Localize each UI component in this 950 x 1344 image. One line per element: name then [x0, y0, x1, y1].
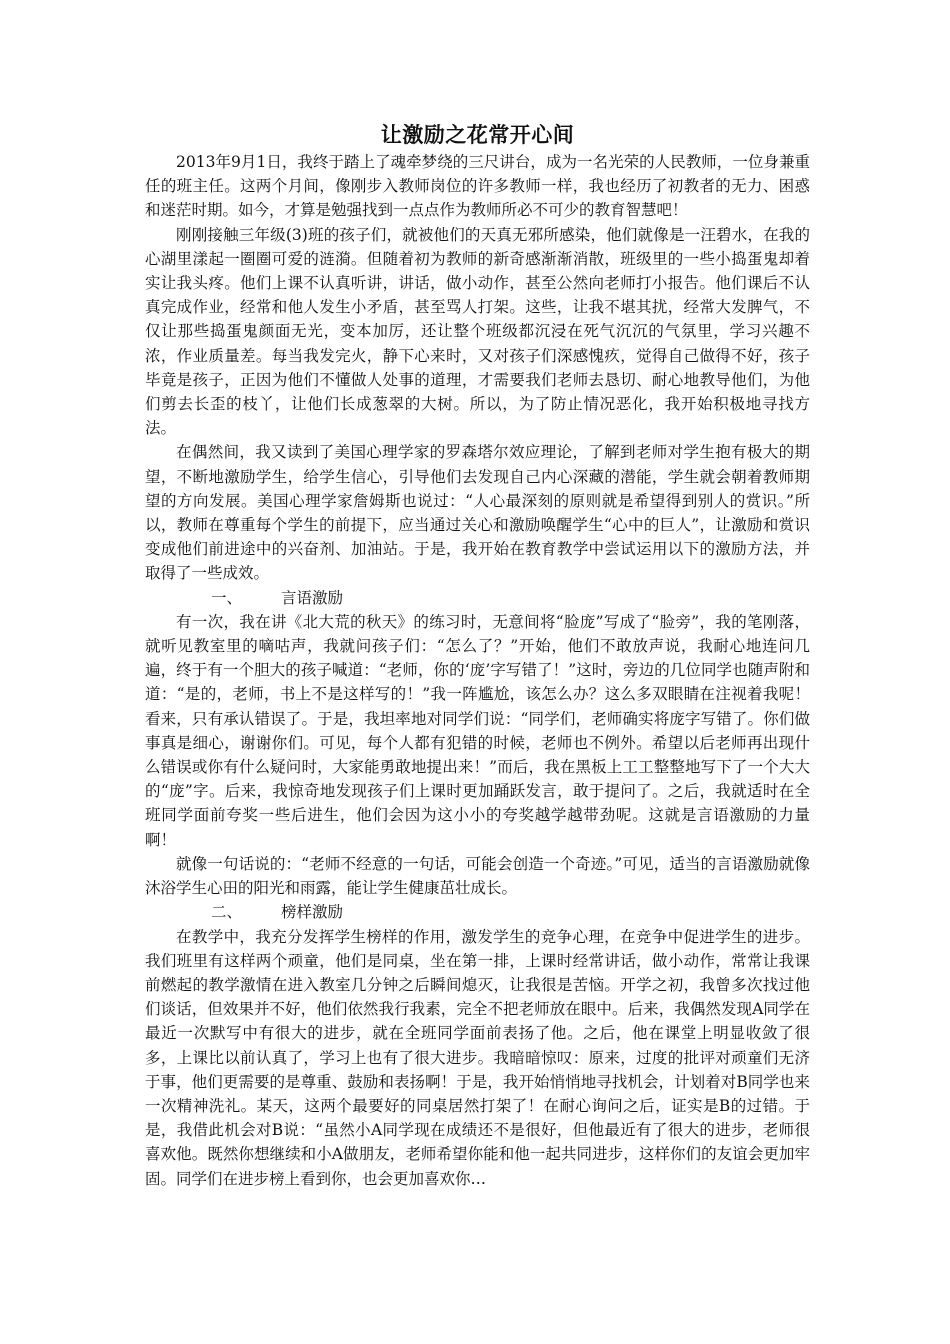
paragraph-verbal-summary: 就像一句话说的：“老师不经意的一句话，可能会创造一个奇迹。”可见，适当的言语激励就像沐浴学生心田的阳光和雨露，能让学生健康茁壮成长。	[145, 854, 810, 898]
document-title: 让激励之花常开心间	[380, 123, 575, 147]
section-number: 二、	[211, 903, 243, 922]
section-heading-2	[145, 900, 810, 924]
section-heading-1	[145, 586, 810, 610]
paragraph-intro: 2013年9月1日，我终于踏上了魂牵梦绕的三尺讲台，成为一名光荣的人民教师，一位身兼重任的班主任。这两个月间，像刚步入教师岗位的许多教师一样，我也经历了初教者的无力、困惑和迷茫时期。如今，才算是勉强找到一点点作为教师所必不可少的教育智慧吧！	[145, 153, 810, 220]
section-title: 言语激励	[281, 588, 344, 607]
paragraph-class: 刚刚接触三年级(3)班的孩子们，就被他们的天真无邪所感染，他们就像是一汪碧水，在我的心湖里漾起一圈圈可爱的涟漪。但随着初为教师的新奇感渐渐消散，班级里的一些小捣蛋鬼却着实让我头疼。他们上课不认真听讲，讲话，做小动作，甚至公然向老师打小报告。他们课后不认真完成作业，经常和他人发生小矛盾，甚至骂人打架。这些，让我不堪其扰，经常大发脾气，不仅让那些捣蛋鬼颜面无光，变本加厉，还让整个班级都沉浸在死气沉沉的气氛里，学习兴趣不浓，作业质量差。每当我发完火，静下心来时，又对孩子们深感愧疚，觉得自己做得不好，孩子毕竟是孩子，正因为他们不懂做人处事的道理，才需要我们老师去恳切、耐心地教导他们，为他们剪去长歪的枝丫，让他们长成葱翠的大树。所以，为了防止情况恶化，我开始积极地寻找方法。	[145, 225, 810, 438]
paragraph-theory: 在偶然间，我又读到了美国心理学家的罗森塔尔效应理论，了解到老师对学生抱有极大的期望，不断地激励学生，给学生信心，引导他们去发现自己内心深藏的潜能，学生就会朝着教师期望的方向发展。美国心理学家詹姆斯也说过：“人心最深刻的原则就是希望得到别人的赏识。”所以，教师在尊重每个学生的前提下，应当通过关心和激励唤醒学生“心中的巨人”，让激励和赏识变成他们前进途中的兴奋剂、加油站。于是，我开始在教育教学中尝试运用以下的激励方法，并取得了一些成效。	[145, 443, 810, 583]
document-page	[145, 120, 810, 1191]
paragraph-role-model: 在教学中，我充分发挥学生榜样的作用，激发学生的竞争心理，在竞争中促进学生的进步。我们班里有这样两个顽童，他们是同桌，坐在第一排，上课时经常讲话，做小动作，常常让我课前燃起的教学激情在进入教室几分钟之后瞬间熄灭，让我很是苦恼。开学之初，我曾多次找过他们谈话，但效果并不好，他们依然我行我素，完全不把老师放在眼中。后来，我偶然发现A同学在最近一次默写中有很大的进步，就在全班同学面前表扬了他。之后，他在课堂上明显收敛了很多，上课比以前认真了，学习上也有了很大进步。我暗暗惊叹：原来，过度的批评对顽童们无济于事，他们更需要的是尊重、鼓励和表扬啊！于是，我开始悄悄地寻找机会，计划着对B同学也来一次精神洗礼。某天，这两个最要好的同桌居然打架了！在耐心询问之后，证实是B的过错。于是，我借此机会对B说：“虽然小A同学现在成绩还不是很好，但他最近有了很大的进步，老师很喜欢他。既然你想继续和小A做朋友，老师希望你能和他一起共同进步，这样你们的友谊会更加牢固。同学们在进步榜上看到你，也会更加喜欢你…	[145, 927, 810, 1188]
section-title: 榜样激励	[281, 903, 344, 922]
paragraph-verbal-story: 有一次，我在讲《北大荒的秋天》的练习时，无意间将“脸庞”写成了“脸旁”，我的笔刚落，就听见教室里的嘀咕声，我就问孩子们：“怎么了？”开始，他们不敢放声说，我耐心地连问几遍，终于有一个胆大的孩子喊道：“老师，你的‘庞’字写错了！”这时，旁边的几位同学也随声附和道：“是的，老师，书上不是这样写的！”我一阵尴尬，该怎么办？这么多双眼睛在注视着我呢！看来，只有承认错误了。于是，我坦率地对同学们说：“同学们，老师确实将庞字写错了。你们做事真是细心，谢谢你们。可见，每个人都有犯错的时候，老师也不例外。希望以后老师再出现什么错误或你有什么疑问时，大家能勇敢地提出来！”而后，我在黑板上工工整整地写下了一个大大的“庞”字。后来，我惊奇地发现孩子们上课时更加踊跃发言，敢于提问了。之后，我就适时在全班同学面前夸奖一些后进生，他们会因为这小小的夸奖越学越带劲呢。这就是言语激励的力量啊！	[145, 612, 810, 849]
section-number: 一、	[211, 588, 243, 607]
